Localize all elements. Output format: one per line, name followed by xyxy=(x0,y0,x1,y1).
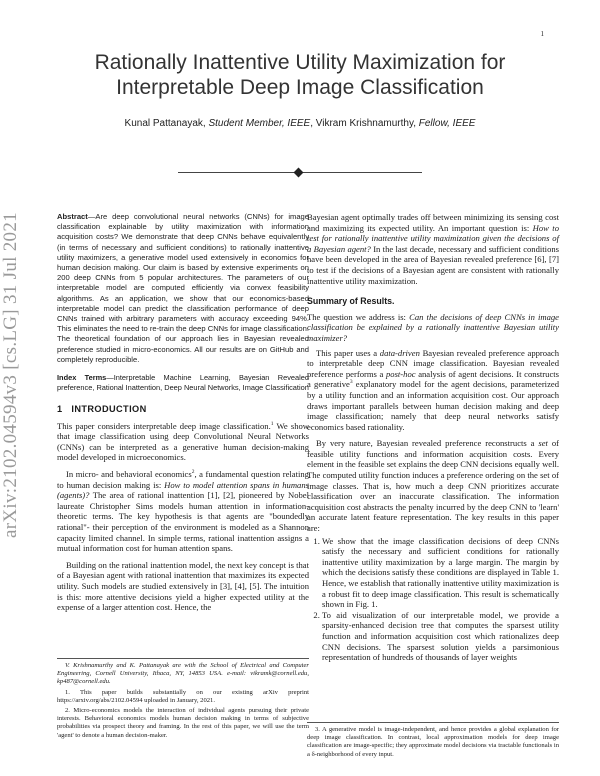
author-2-role: Fellow, IEEE xyxy=(418,118,476,129)
right-paragraph-3 xyxy=(307,438,559,533)
intro-paragraph-3: Building on the rational inattention model, the next key concept is that of a Bayesian agent with rational inattention that maximizes its expected utility. Such models are studied extensively in [3], [4], [5]. The intuition is this: more attentive decisions yield a higher expected utility at the expense of a larger attention cost. Hence, the xyxy=(57,559,309,613)
text-span: Bayesian agent optimally trades off between minimizing its sensing cost and maximizing its expected utility. An important question is: xyxy=(307,212,559,233)
text-span: , a fundamental question relating to human decision making is: xyxy=(57,469,309,490)
text-span: Bayesian revealed preference approach to interpretable deep CNN image classification. Bayesian revealed preference performs a xyxy=(307,347,559,379)
section-heading-introduction xyxy=(57,404,309,415)
right-paragraph-2 xyxy=(307,348,559,433)
text-span: The question we address is: xyxy=(307,311,410,322)
footnote-ref-2: 2 xyxy=(191,469,195,476)
summary-heading: Summary of Results. xyxy=(307,296,395,307)
text-span: analysis of agent decisions. It constructs a generative xyxy=(307,368,559,390)
abstract xyxy=(57,212,309,365)
index-terms-label: Index Terms xyxy=(57,373,107,383)
emphasis-text: How to test for rationally inattentive utility maximization given the decisions of a Bayesian agent? xyxy=(307,222,559,254)
footnote-1: 1. This paper builds substantially on our existing arXiv preprint https://arxiv.org/abs/2102.04594 uploaded in January, 2021. xyxy=(57,688,309,704)
diamond-ornament-icon xyxy=(294,168,304,178)
index-terms-text: —Interpretable Machine Learning, Bayesian Revealed preference, Rational Inattention, Deep Neural Networks, Image Classification xyxy=(57,373,309,393)
arxiv-watermark: arXiv:2102.04594v3 [cs.LG] 31 Jul 2021 xyxy=(0,212,21,538)
footnote-ref-1: 1 xyxy=(270,420,274,427)
footnote-ref-3: 3 xyxy=(349,379,353,386)
right-paragraph-1 xyxy=(307,212,559,286)
left-column xyxy=(57,212,309,613)
abstract-label: Abstract xyxy=(57,212,88,221)
text-span: This paper uses a xyxy=(316,347,380,358)
affiliation-note: V. Krishnamurthy and K. Pattanayak are with the School of Electrical and Computer Engineering, Cornell University, Ithaca, NY, 14853 USA. e-mail: vikramk@cornell.edu, kp487@cornell.edu. xyxy=(57,662,309,686)
emphasis-text: post-hoc xyxy=(385,368,416,379)
left-footnotes xyxy=(57,658,309,742)
list-item: 2. To aid visualization of our interpretable model, we provide a sparsity-enhanced decision tree that computes the sparsest utility function and information acquisition cost which rationalizes deep CNN decisions. The sparsest solution yields a parsimonious representation of hundreds of thousands of layer weights xyxy=(322,610,559,663)
abstract-text: —Are deep convolutional neural networks (CNNs) for image classification explainable by utility maximization with information acquisition costs? We demonstrate that deep CNNs behave equivalently (in terms of necessary and sufficient conditions) to rationally inattentive utility maximizers, a generative model used extensively in economics for human decision making. Our claim is based by extensive experiments on 200 deep CNNs from 5 popular architectures. The parameters of our interpretable model are computed efficiently via convex feasibility algorithms. As an application, we show that our economics-based interpretable model can predict the classification performance of deep CNNs trained with arbitrary parameters with accuracy exceeding 94%. This eliminates the need to re-train the deep CNNs for image classification. The theoretical foundation of our approach lies in Bayesian revealed preference studied in micro-economics. All our results are on GitHub and completely reproducible. xyxy=(57,212,309,364)
emphasis-text: set xyxy=(538,438,548,449)
text-span: explanatory model for the agent decisions, parameterized by a utility function and an information acquisition cost. Our approach draws important parallels between human decision making and deep image classification; namely that deep neural networks satisfy economics based rationality. xyxy=(307,379,559,432)
emphasis-text: data-driven xyxy=(379,347,420,358)
intro-paragraph-2 xyxy=(57,469,309,554)
question-paragraph xyxy=(307,312,559,344)
text-span: We show that image classification using deep Convolutional Neural Networks (CNNs) can be interpreted as a generative human decision-making model developed in microeconomics. xyxy=(57,420,309,463)
text-span: In the last decade, necessary and sufficient conditions have been developed in the area of Bayesian revealed preference [6], [7] to test if the decisions of a Bayesian agent are consistent with rationally inattentive utility maximization. xyxy=(307,243,560,286)
list-item: 1. We show that the image classification decisions of deep CNNs satisfy the necessary and sufficient conditions for rationally inattentive utility maximization by a large margin. The margin by which the decisions satisfy these conditions are displayed in Table 1. Hence, we establish that rationally inattentive utility maximization is a robust fit to deep image classification. This result is schematically shown in Fig. 1. xyxy=(322,536,559,610)
right-footnotes xyxy=(307,722,559,761)
right-column xyxy=(307,212,559,663)
paper-title: Rationally Inattentive Utility Maximization for Interpretable Deep Image Classification xyxy=(94,51,506,99)
key-results-list xyxy=(307,536,559,663)
author-1-name: Kunal Pattanayak, xyxy=(124,118,206,129)
section-number: 1 xyxy=(57,404,63,415)
emphasis-text: Can the decisions of deep CNNs in image classification be explained by a rationally inattentive Bayesian utility maximizer? xyxy=(307,311,560,343)
footnote-2: 2. Micro-economics models the interaction of individual agents pursuing their private interests. Behavioral economics models human decision making in terms of subjective probabilities via prospect theory and framing. In the rest of this paper, we will use the term 'agent' to denote a human decision-maker. xyxy=(57,707,309,739)
author-2-name: , Vikram Krishnamurthy, xyxy=(310,118,416,129)
text-span: In micro- and behavioral economics xyxy=(66,469,192,480)
footnote-3: 3. A generative model is image-independent, and hence provides a global explanation for deep image classification. In contrast, local approximation models for deep image classification are image-specific; they approximate model decisions via tractable functionals in a δ-neighborhood of every input. xyxy=(307,726,559,758)
text-span: of feasible utility functions and information acquisition costs. Every element in the feasible set explains the deep CNN decisions equally well. The computed utility function induces a preference ordering on the set of image classes. That is, how much a deep CNN prioritizes accurate classification over an inaccurate classification. The information acquisition cost abstracts the penalty incurred by the deep CNN to 'learn' an accurate latent feature representation. The key results in this paper are: xyxy=(307,438,560,534)
page-number: 1 xyxy=(540,30,544,38)
author-line xyxy=(40,118,560,129)
index-terms xyxy=(57,373,309,393)
text-span: This paper considers interpretable deep image classification. xyxy=(57,420,271,431)
emphasis-text: How to model attention spans in humans (agents)? xyxy=(57,479,309,501)
text-span: The area of rational inattention [1], [2], pioneered by Nobel laureate Christopher Sims models human attention in information-theoretic terms. The key hypothesis is that agents are "boundedly rational"- their perception of the environment is modeled as a Shannon capacity limited channel. In simple terms, rational inattention assigns a mutual information cost for human attention spans. xyxy=(57,490,309,554)
section-title: INTRODUCTION xyxy=(71,404,147,415)
intro-paragraph-1 xyxy=(57,421,309,463)
author-1-role: Student Member, IEEE xyxy=(208,118,311,129)
text-span: By very nature, Bayesian revealed preference reconstructs a xyxy=(316,438,539,449)
